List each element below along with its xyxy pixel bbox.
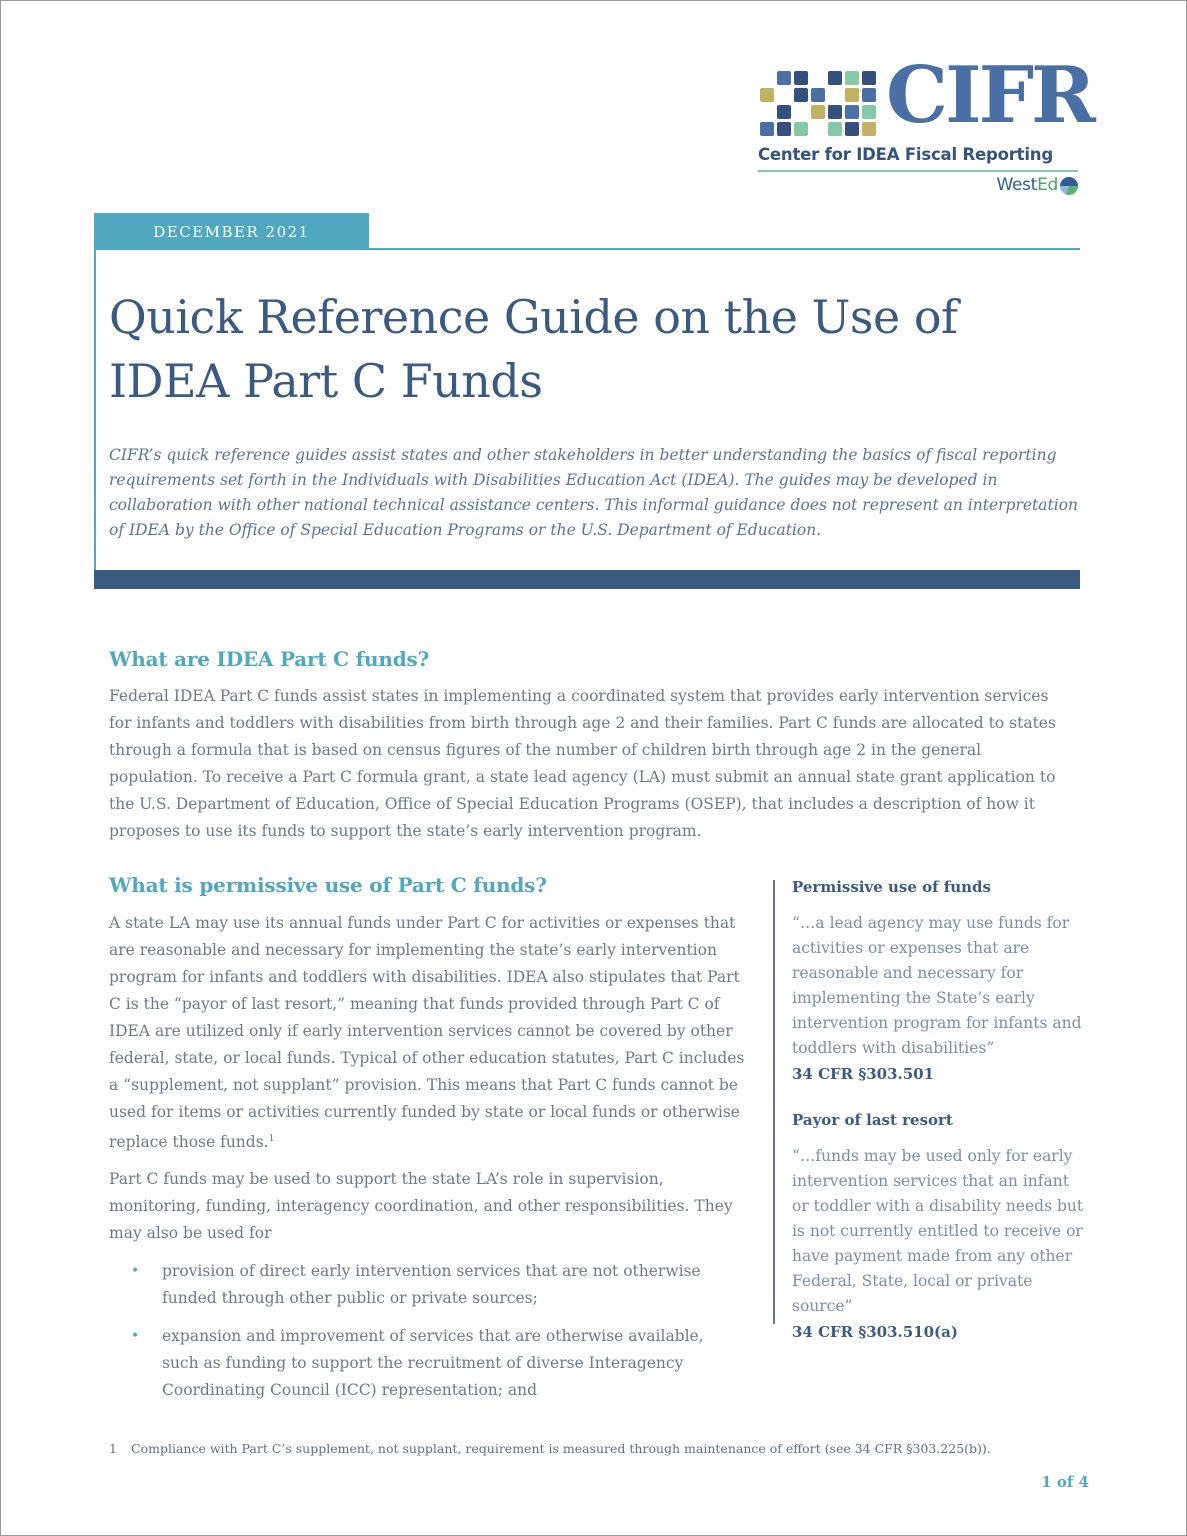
wested-ed: Ed — [1037, 175, 1058, 195]
logo-square — [845, 71, 859, 85]
sidebar-quote: “…a lead agency may use funds for activities or expenses that are reasonable and necessary for implementing the State’s early intervention program for infants and toddlers with disabilities” — [792, 914, 1082, 1057]
logo-square — [760, 122, 774, 136]
logo-square — [777, 71, 791, 85]
logo-subtitle: Center for IDEA Fiscal Reporting — [758, 145, 1053, 164]
sidebar-heading: Permissive use of funds — [792, 878, 991, 896]
logo-square — [862, 88, 876, 102]
paragraph-text: A state LA may use its annual funds under Part C for activities or expenses that are reasonable and necessary for implementing the state’s early intervention program for infants and toddlers with disabilities. IDEA also stipulates that Part C is the “payor of last resort,” meaning that funds provided through Part C of IDEA are utilized only if early intervention services cannot be covered by other federal, state, or local funds. Typical of other education statutes, Part C includes a “supplement, not supplant” provision. This means that Part C funds cannot be used for items or activities currently funded by state or local funds or otherwise replace those funds. — [109, 914, 745, 1152]
wested-logo — [996, 175, 1058, 195]
section-paragraph — [109, 910, 749, 1156]
title-line-1: Quick Reference Guide on the Use of — [109, 290, 958, 344]
logo-square — [862, 71, 876, 85]
permissive-uses-list — [131, 1258, 731, 1415]
globe-icon — [1060, 177, 1078, 195]
logo-wordmark: CIFR — [886, 50, 1093, 141]
logo-square — [828, 105, 842, 119]
bullet-icon: • — [131, 1328, 140, 1344]
section-heading-permissive-use: What is permissive use of Part C funds? — [109, 873, 547, 897]
logo-square — [828, 122, 842, 136]
page-title — [109, 285, 1059, 413]
logo-divider — [758, 170, 1078, 172]
sidebar-citation: 34 CFR §303.501 — [792, 1065, 935, 1083]
header-bottom-bar — [94, 570, 1080, 589]
sidebar-heading: Payor of last resort — [792, 1111, 953, 1129]
logo-square — [760, 88, 774, 102]
logo-square — [845, 122, 859, 136]
logo-square — [777, 122, 791, 136]
header-left-rule — [94, 250, 96, 570]
footnote — [109, 1441, 991, 1456]
wested-west: West — [996, 175, 1038, 195]
logo-square — [777, 105, 791, 119]
logo-square — [811, 105, 825, 119]
section-heading-part-c-funds: What are IDEA Part C funds? — [109, 647, 430, 671]
logo-square — [862, 105, 876, 119]
sidebar-box-permissive-use — [792, 878, 1092, 1083]
sidebar-rule — [773, 880, 775, 1324]
sidebar-citation: 34 CFR §303.510(a) — [792, 1323, 958, 1341]
list-item — [131, 1258, 731, 1312]
intro-paragraph: CIFR’s quick reference guides assist states and other stakeholders in better understanding the basics of fiscal reporting requirements set forth in the Individuals with Disabilities Education Act (IDEA). The guides may be developed in collaboration with other national technical assistance centers. This informal guidance does not represent an interpretation of IDEA by the Office of Special Education Programs or the U.S. Department of Education. — [109, 446, 1079, 539]
logo-square — [845, 105, 859, 119]
logo-square — [862, 122, 876, 136]
footnote-text: Compliance with Part C’s supplement, not supplant, requirement is measured through maintenance of effort (see 34 CFR §303.225(b)). — [131, 1441, 991, 1456]
logo-square — [794, 71, 808, 85]
section-paragraph: Federal IDEA Part C funds assist states in implementing a coordinated system that provides early intervention services for infants and toddlers with disabilities from birth through age 2 and their families. Part C funds are allocated to states through a formula that is based on census figures of the number of children birth through age 2 in the general population. To receive a Part C formula grant, a state lead agency (LA) must submit an annual state grant application to the U.S. Department of Education, Office of Special Education Programs (OSEP), that includes a description of how it proposes to use its funds to support the state’s early intervention program. — [109, 687, 1056, 840]
logo-square — [845, 88, 859, 102]
sidebar-box-payor-of-last-resort — [792, 1111, 1092, 1341]
logo-square — [828, 71, 842, 85]
header-top-rule — [369, 248, 1080, 250]
cifr-logo — [758, 50, 1093, 199]
sidebar-quote: “…funds may be used only for early intervention services that an infant or toddler with a disability needs but is not currently entitled to receive or have payment made from any other Federal, State, local or private source” — [792, 1147, 1084, 1315]
footnote-reference[interactable]: 1 — [268, 1134, 275, 1144]
logo-square — [794, 88, 808, 102]
logo-square-grid-icon — [760, 71, 880, 141]
section-paragraph: Part C funds may be used to support the state LA’s role in supervision, monitoring, funding, interagency coordination, and other responsibilities. They may also be used for — [109, 1170, 733, 1242]
list-item — [131, 1323, 731, 1404]
footnote-number: 1 — [109, 1441, 117, 1456]
logo-square — [794, 122, 808, 136]
list-item-text: expansion and improvement of services that are otherwise available, such as funding to support the recruitment of diverse Interagency Coordinating Council (ICC) representation; and — [162, 1327, 704, 1399]
date-tab: DECEMBER 2021 — [94, 213, 369, 250]
bullet-icon: • — [131, 1263, 140, 1279]
logo-square — [811, 88, 825, 102]
list-item-text: provision of direct early intervention services that are not otherwise funded through other public or private sources; — [162, 1262, 701, 1307]
title-line-2: IDEA Part C Funds — [109, 354, 543, 408]
page-number: 1 of 4 — [1041, 1473, 1089, 1491]
